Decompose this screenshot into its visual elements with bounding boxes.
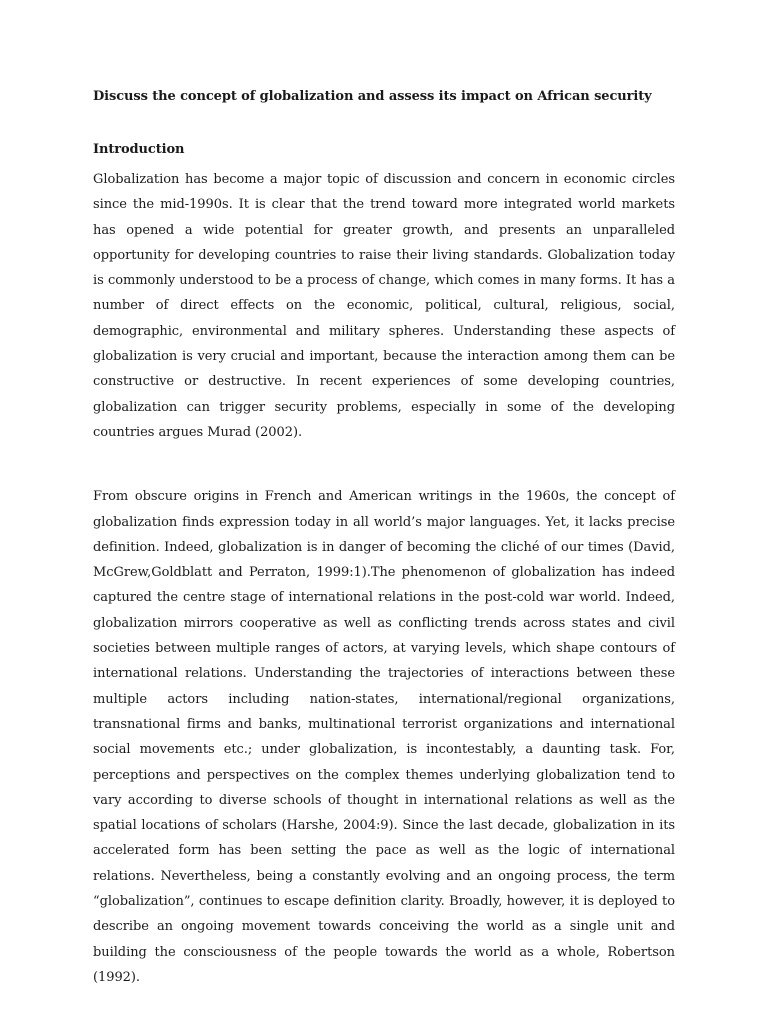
paragraph-1: Globalization has become a major topic of discussion and concern in economic circles since the mid-1990s. It is clear that the trend toward more integrated world markets has opened a wide potential for greater growth, and presents an unparalleled opportunity for developing countries to raise their living standards. Globalization today is commonly understood to be a process of change, which comes in many forms. It has a number of direct effects on the economic, political, cultural, religious, social, demographic, environmental and military spheres. Understanding these aspects of globalization is very crucial and important, because the interaction among them can be constructive or destructive. In recent experiences of some developing countries, globalization can trigger security problems, especially in some of the developing countries argues Murad (2002).	[93, 172, 675, 440]
document-page	[93, 86, 675, 990]
introduction-heading: Introduction	[93, 142, 185, 157]
paragraph-2: From obscure origins in French and American writings in the 1960s, the concept of globalization finds expression today in all world’s major languages. Yet, it lacks precise definition. Indeed, globalization is in danger of becoming the cliché of our times (David, McGrew,Goldblatt and Perraton, 1999:1).The phenomenon of globalization has indeed captured the centre stage of international relations in the post-cold war world. Indeed, globalization mirrors cooperative as well as conflicting trends across states and civil societies between multiple ranges of actors, at varying levels, which shape contours of international relations. Understanding the trajectories of interactions between these multiple actors including nation-states, international/regional organizations, transnational firms and banks, multinational terrorist organizations and international social movements etc.; under globalization, is incontestably, a daunting task. For, perceptions and perspectives on the complex themes underlying globalization tend to vary according to diverse schools of thought in international relations as well as the spatial locations of scholars (Harshe, 2004:9). Since the last decade, globalization in its accelerated form has been setting the pace as well as the logic of international relations. Nevertheless, being a constantly evolving and an ongoing process, the term “globalization”, continues to escape definition clarity. Broadly, however, it is deployed to describe an ongoing movement towards conceiving the world as a single unit and building the consciousness of the people towards the world as a whole, Robertson (1992).	[93, 489, 675, 985]
document-title: Discuss the concept of globalization and assess its impact on African security	[93, 89, 652, 104]
